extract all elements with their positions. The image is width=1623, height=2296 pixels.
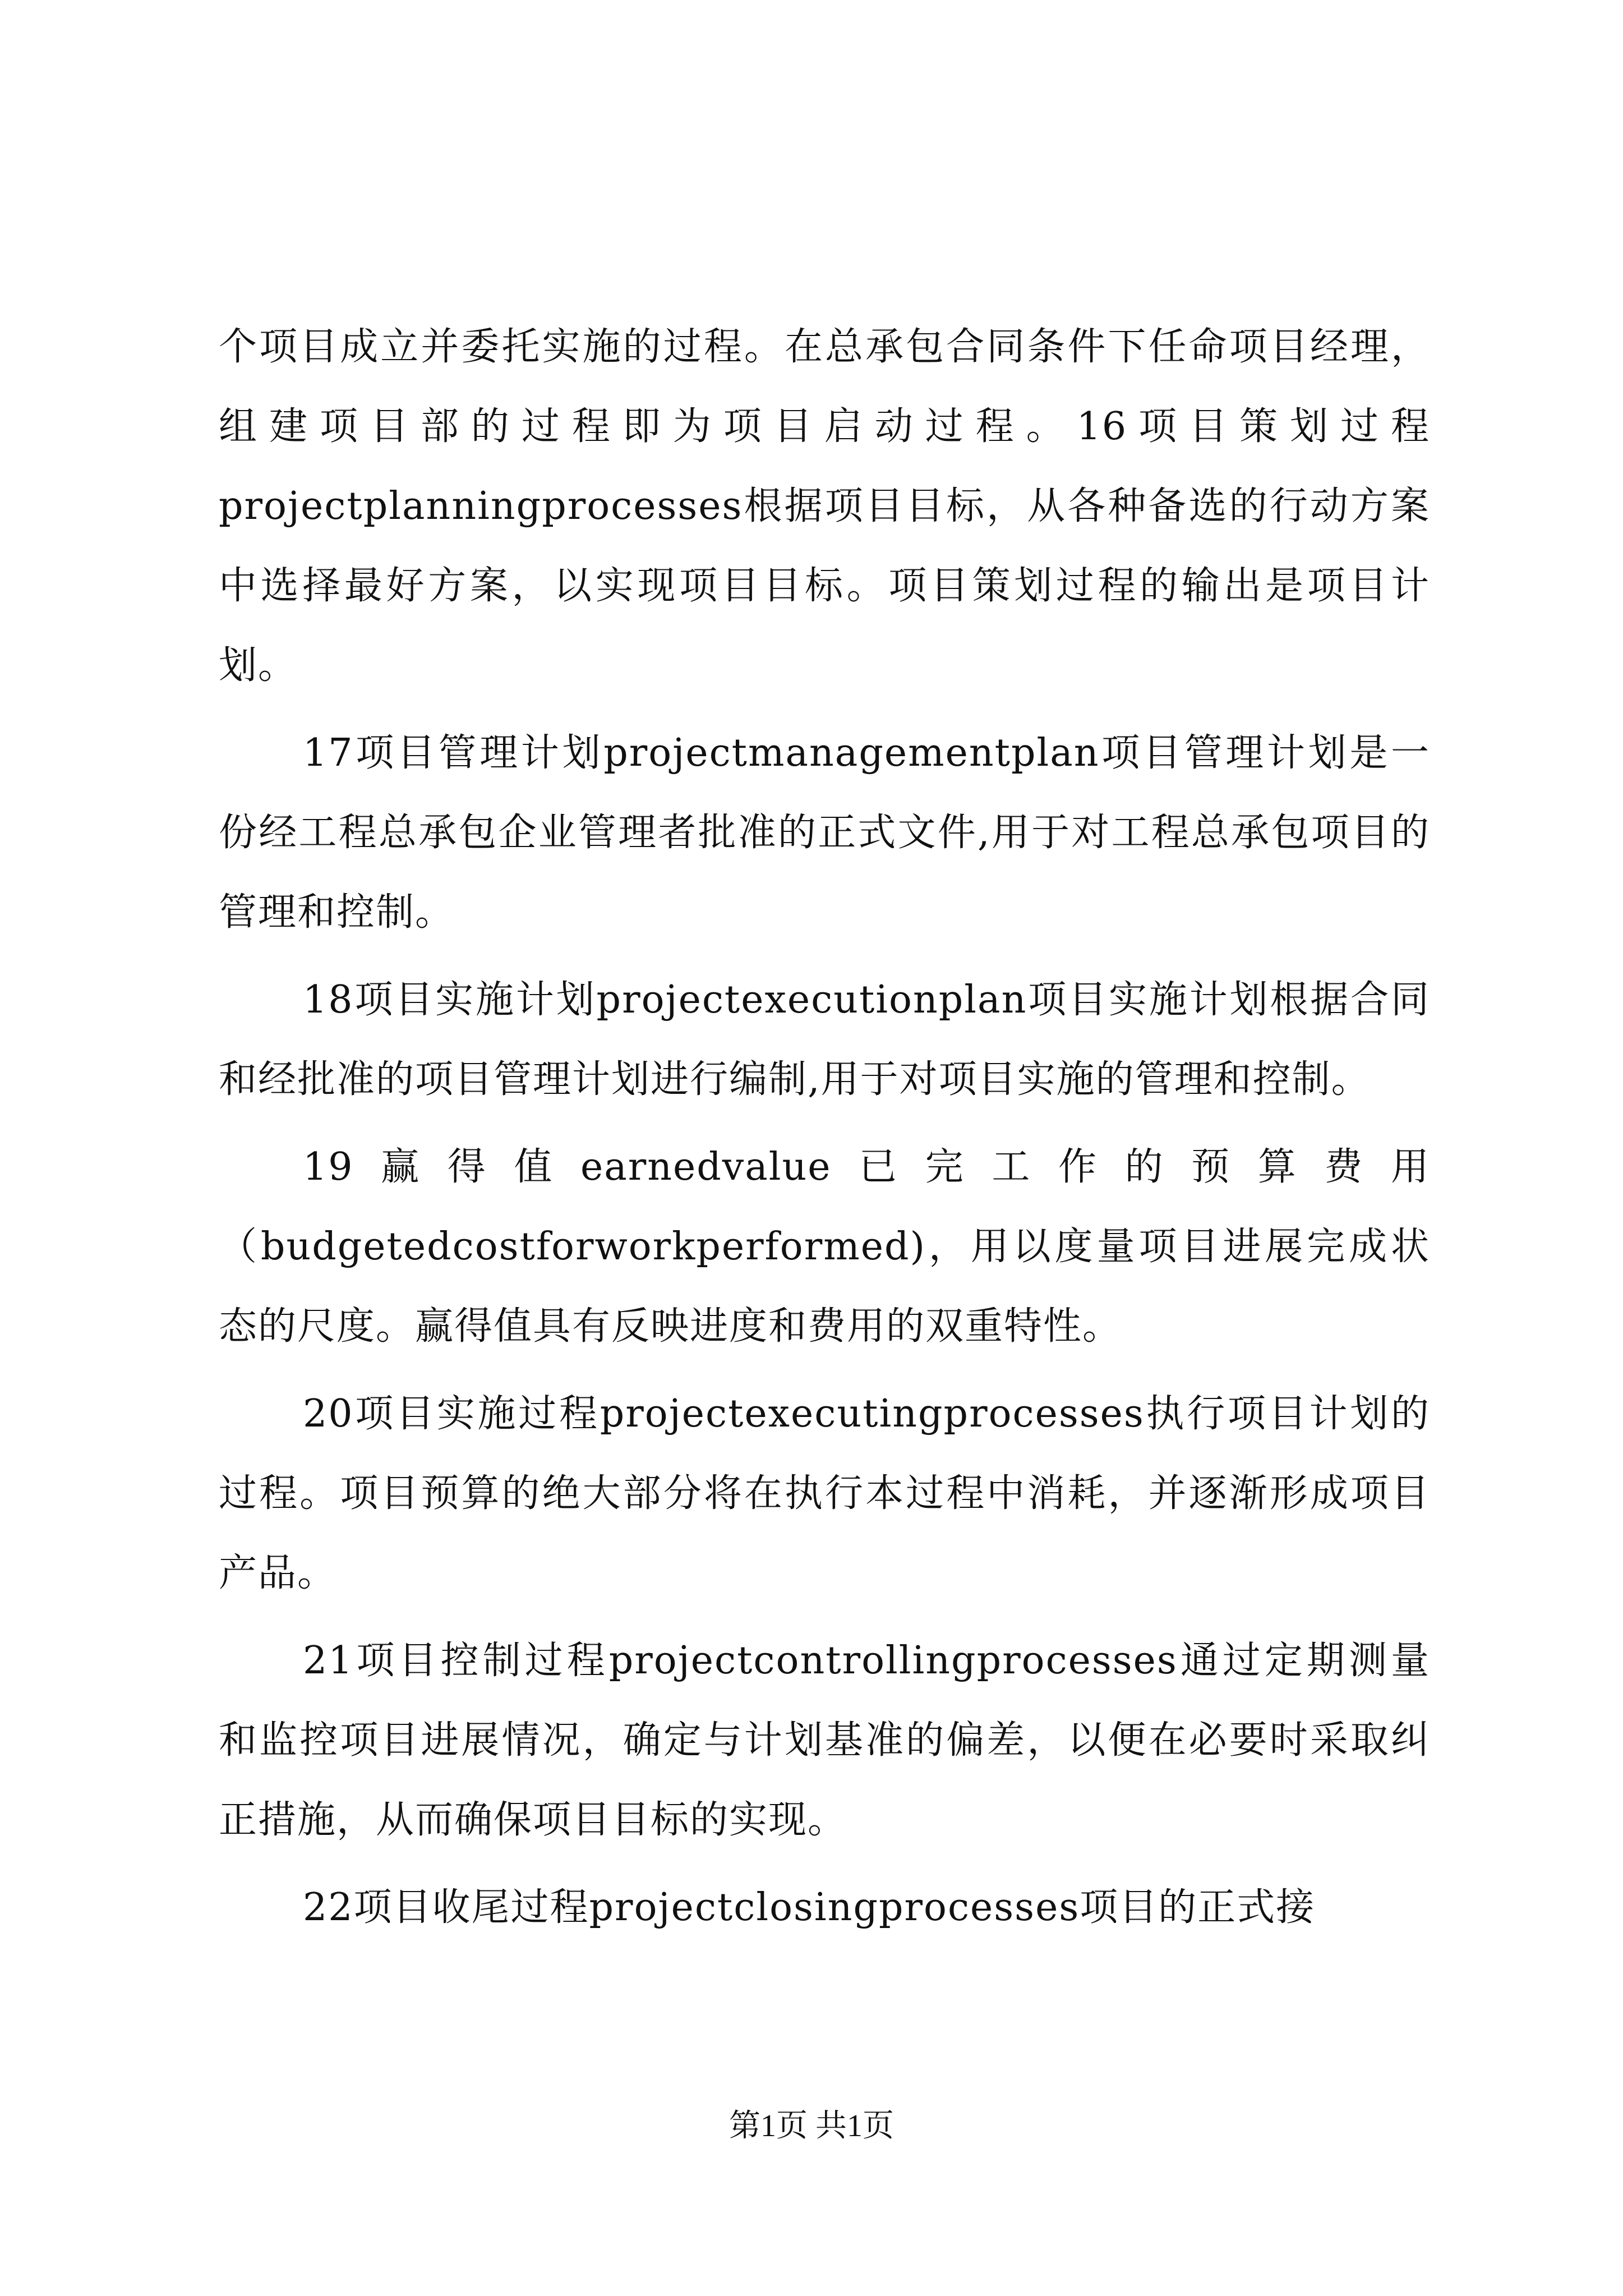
paragraph: 18项目实施计划projectexecutionplan项目实施计划根据合同和经批准的项目管理计划进行编制,用于对项目实施的管理和控制。 [219, 978, 1430, 1102]
page-footer: 第1页 共1页 [729, 2109, 894, 2143]
paragraph: 20项目实施过程projectexecutingprocesses执行项目计划的过程。项目预算的绝大部分将在执行本过程中消耗，并逐渐形成项目产品。 [219, 1392, 1430, 1595]
paragraph: 19赢得值earnedvalue已完工作的预算费用（budgetedcostforworkperformed)，用以度量项目进展完成状态的尺度。赢得值具有反映进度和费用的双重特性。 [219, 1145, 1430, 1349]
paragraph: 个项目成立并委托实施的过程。在总承包合同条件下任命项目经理，组建项目部的过程即为项目启动过程。16项目策划过程projectplanningprocesses根据项目目标，从各种备选的行动方案中选择最好方案，以实现项目目标。项目策划过程的输出是项目计划。 [219, 325, 1430, 688]
document-body [219, 307, 1430, 1948]
paragraph: 21项目控制过程projectcontrollingprocesses通过定期测量和监控项目进展情况，确定与计划基准的偏差，以便在必要时采取纠正措施，从而确保项目目标的实现。 [219, 1639, 1430, 1842]
paragraph: 17项目管理计划projectmanagementplan项目管理计划是一份经工程总承包企业管理者批准的正式文件,用于对工程总承包项目的管理和控制。 [219, 731, 1430, 935]
paragraph: 22项目收尾过程projectclosingprocesses项目的正式接 [303, 1885, 1316, 1930]
